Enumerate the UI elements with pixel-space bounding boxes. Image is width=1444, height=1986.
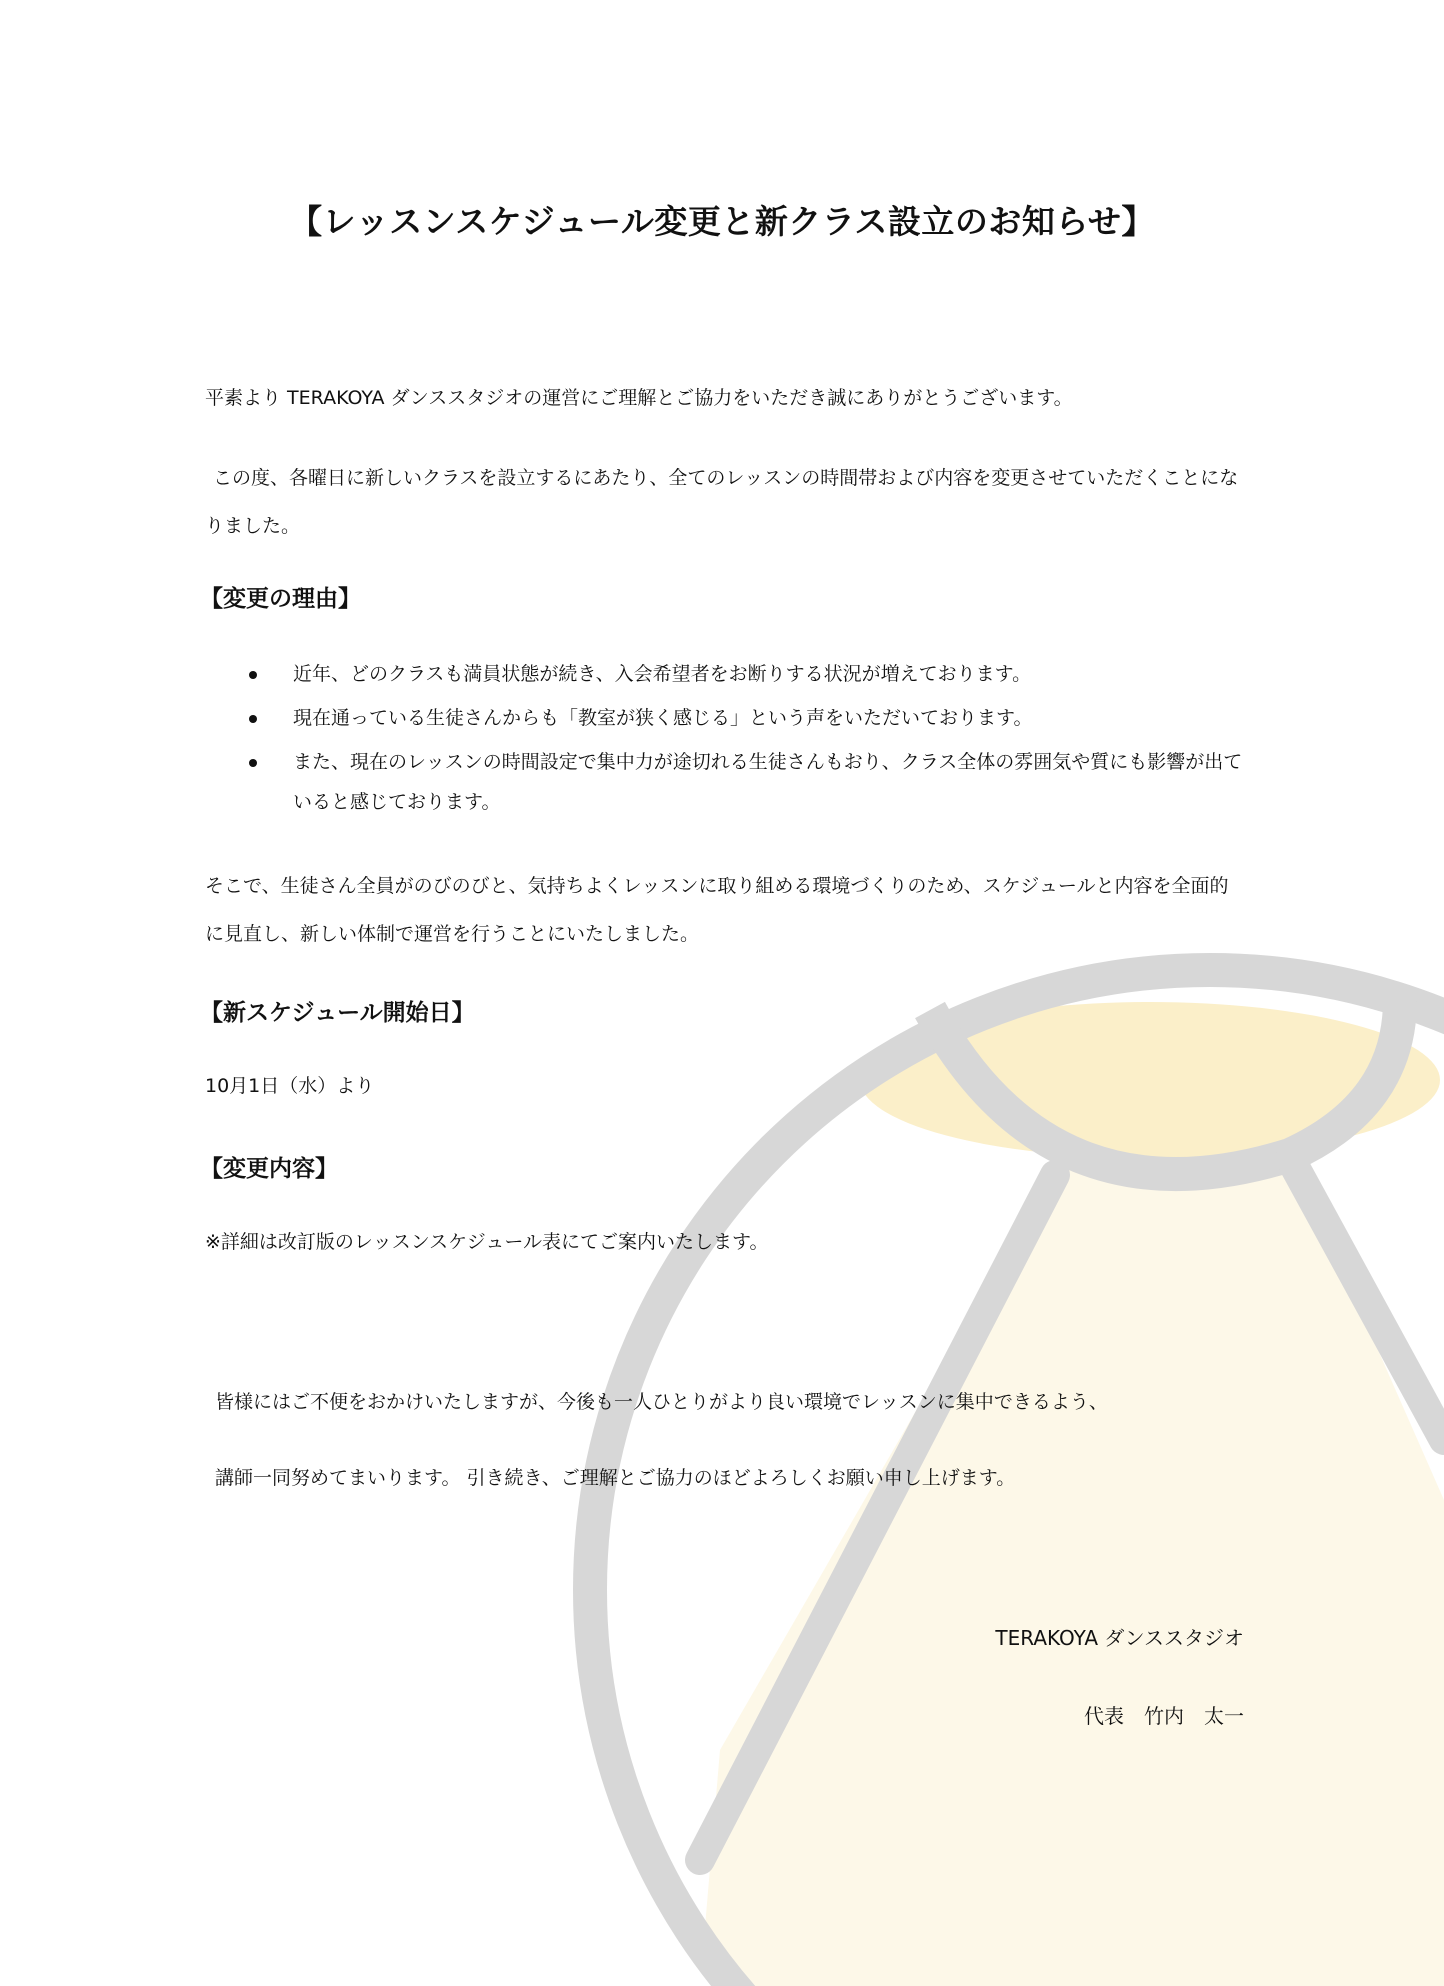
bullet-icon [249,715,257,723]
reason-heading: 【変更の理由】 [200,586,361,612]
bullet-icon [249,759,257,767]
change-heading: 【変更内容】 [200,1156,338,1182]
closing-line-1: 皆様にはご不便をおかけいたしますが、今後も一人ひとりがより良い環境でレッスンに集中できるよう、 [215,1391,1108,1413]
list-item [245,654,1245,694]
start-date-text: 10月1日（水）より [205,1075,375,1097]
list-item [245,742,1245,822]
start-date-heading: 【新スケジュール開始日】 [200,1000,475,1026]
bullet-icon [249,671,257,679]
page-title: 【レッスンスケジュール変更と新クラス設立のお知らせ】 [289,202,1155,241]
greeting-paragraph: 平素より TERAKOYA ダンススタジオの運営にご理解とご協力をいただき誠にありがとうございます。 [205,387,1073,409]
conclusion-paragraph: そこで、生徒さん全員がのびのびと、気持ちよくレッスンに取り組める環境づくりのため、スケジュールと内容を全面的に見直し、新しい体制で運営を行うことにいたしました。 [205,875,1229,945]
representative-name: 代表 竹内 太一 [1084,1704,1244,1728]
reason-list [245,654,1245,826]
intro-paragraph: この度、各曜日に新しいクラスを設立するにあたり、全てのレッスンの時間帯および内容を変更させていただくことになりました。 [205,467,1239,537]
organization-name: TERAKOYA ダンススタジオ [995,1626,1244,1650]
reason-text: 現在通っている生徒さんからも「教室が狭く感じる」という声をいただいております。 [293,707,1033,729]
reason-text: また、現在のレッスンの時間設定で集中力が途切れる生徒さんもおり、クラス全体の雰囲気や質にも影響が出ていると感じております。 [293,751,1243,813]
change-note: ※詳細は改訂版のレッスンスケジュール表にてご案内いたします。 [205,1231,769,1253]
list-item [245,698,1245,738]
closing-line-2: 講師一同努めてまいります。 引き続き、ご理解とご協力のほどよろしくお願い申し上げます。 [215,1467,1016,1489]
reason-text: 近年、どのクラスも満員状態が続き、入会希望者をお断りする状況が増えております。 [293,663,1032,685]
